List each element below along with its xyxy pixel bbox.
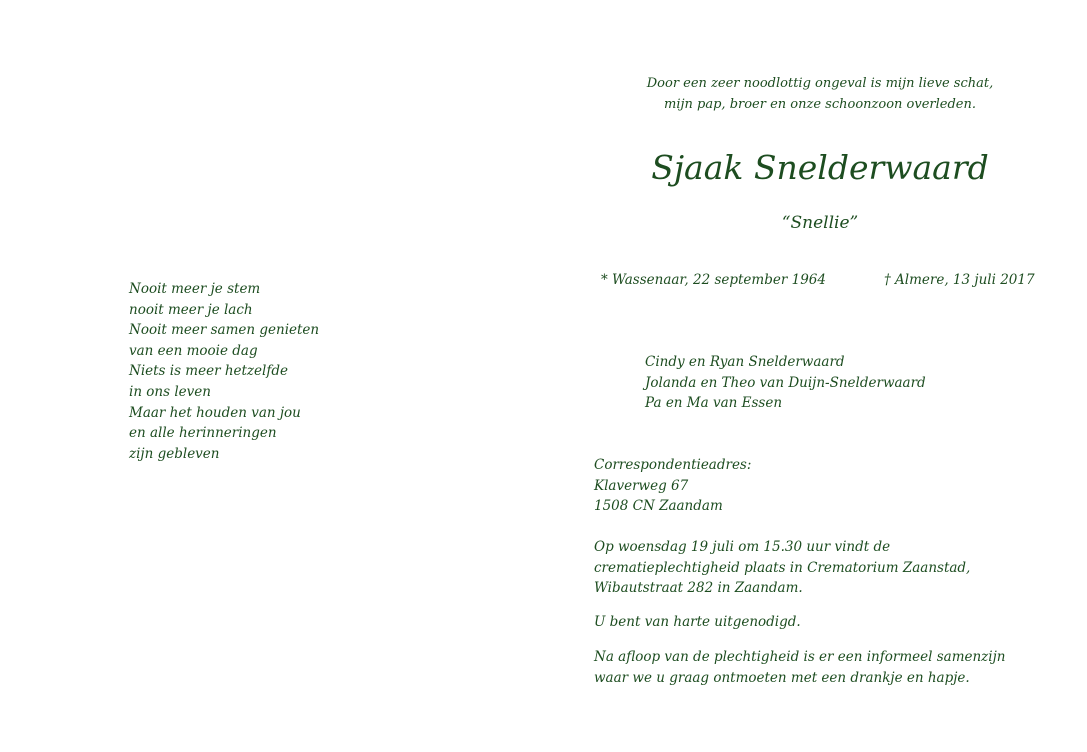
ceremony-line-2: crematieplechtigheid plaats in Crematorium Zaanstad, — [594, 559, 971, 576]
poem-line: Niets is meer hetzelfde — [129, 363, 288, 380]
poem-line: nooit meer je lach — [129, 301, 253, 318]
intro-line-2: mijn pap, broer en onze schoonzoon overleden. — [664, 97, 976, 112]
poem — [129, 279, 319, 464]
family-member: Cindy en Ryan Snelderwaard — [645, 354, 845, 370]
family-member: Jolanda en Theo van Duijn-Snelderwaard — [645, 374, 926, 391]
afterward-line-1: Na afloop van de plechtigheid is er een informeel samenzijn — [594, 649, 1006, 665]
afterward-info — [594, 647, 1006, 688]
correspondence-address — [594, 455, 751, 517]
intro-line-1: Door een zeer noodlottig ongeval is mijn lieve schat, — [646, 76, 994, 91]
poem-line: Nooit meer samen genieten — [129, 322, 320, 339]
ceremony-info — [594, 537, 970, 599]
announcement-intro — [600, 73, 1040, 115]
correspondence-city: 1508 CN Zaandam — [594, 498, 723, 515]
family-list — [645, 352, 926, 414]
invitation-text: U bent van harte uitgenodigd. — [594, 614, 801, 630]
birth-info: * Wassenaar, 22 september 1964 — [601, 272, 826, 288]
afterward-line-2: waar we u graag ontmoeten met een drankje en hapje. — [594, 669, 970, 686]
correspondence-label: Correspondentieadres: — [594, 457, 752, 473]
family-member: Pa en Ma van Essen — [645, 395, 783, 412]
poem-line: Nooit meer je stem — [129, 281, 261, 297]
nickname: “Snellie” — [781, 213, 859, 233]
deceased-name: Sjaak Snelderwaard — [651, 148, 989, 187]
correspondence-street: Klaverweg 67 — [594, 477, 689, 494]
poem-line: zijn gebleven — [129, 445, 220, 462]
poem-line: in ons leven — [129, 383, 211, 400]
death-info: † Almere, 13 juli 2017 — [884, 272, 1035, 288]
poem-line: Maar het houden van jou — [129, 404, 301, 421]
ceremony-line-1: Op woensdag 19 juli om 15.30 uur vindt de — [594, 539, 891, 555]
poem-line: van een mooie dag — [129, 342, 258, 359]
poem-line: en alle herinneringen — [129, 425, 277, 442]
ceremony-line-3: Wibautstraat 282 in Zaandam. — [594, 580, 803, 597]
